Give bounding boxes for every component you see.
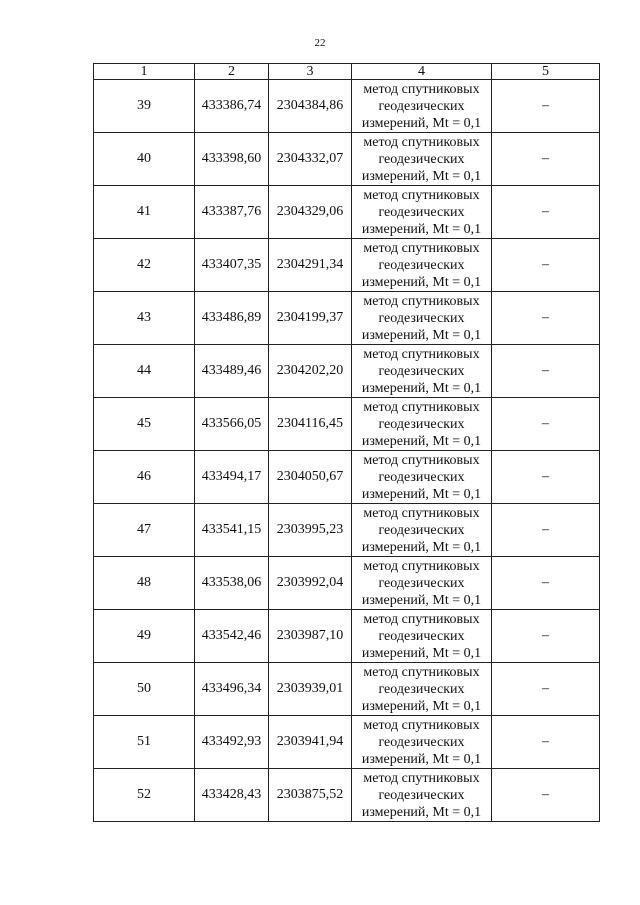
x-coordinate-cell: 433538,06 — [195, 557, 269, 610]
point-number-cell: 41 — [94, 186, 195, 239]
x-coordinate-cell: 433541,15 — [195, 504, 269, 557]
method-line: измерений, Mt = 0,1 — [361, 804, 482, 820]
method-cell — [352, 769, 492, 822]
method-line: измерений, Mt = 0,1 — [361, 539, 482, 555]
point-number-cell: 39 — [94, 80, 195, 133]
method-line: метод спутниковых — [363, 452, 480, 468]
method-line: измерений, Mt = 0,1 — [361, 327, 482, 343]
method-cell — [352, 292, 492, 345]
table-body — [94, 80, 600, 822]
x-coordinate-cell: 433494,17 — [195, 451, 269, 504]
method-line: геодезических — [378, 98, 465, 114]
y-coordinate-cell: 2304329,06 — [269, 186, 352, 239]
x-coordinate-cell: 433542,46 — [195, 610, 269, 663]
method-cell — [352, 716, 492, 769]
note-cell: – — [492, 557, 600, 610]
method-cell — [352, 80, 492, 133]
table-row — [94, 769, 600, 822]
y-coordinate-cell: 2304332,07 — [269, 133, 352, 186]
method-line: геодезических — [378, 734, 465, 750]
point-number-cell: 42 — [94, 239, 195, 292]
x-coordinate-cell: 433428,43 — [195, 769, 269, 822]
table-row — [94, 398, 600, 451]
point-number-cell: 46 — [94, 451, 195, 504]
y-coordinate-cell: 2303992,04 — [269, 557, 352, 610]
method-cell — [352, 557, 492, 610]
method-line: метод спутниковых — [363, 134, 480, 150]
method-line: измерений, Mt = 0,1 — [361, 433, 482, 449]
column-header: 4 — [352, 64, 492, 80]
method-line: измерений, Mt = 0,1 — [361, 221, 482, 237]
table-row — [94, 186, 600, 239]
header-row — [94, 64, 600, 80]
y-coordinate-cell: 2304291,34 — [269, 239, 352, 292]
point-number-cell: 48 — [94, 557, 195, 610]
point-number-cell: 49 — [94, 610, 195, 663]
method-line: метод спутниковых — [363, 611, 480, 627]
method-line: метод спутниковых — [363, 664, 480, 680]
method-line: метод спутниковых — [363, 293, 480, 309]
method-line: геодезических — [378, 575, 465, 591]
y-coordinate-cell: 2303995,23 — [269, 504, 352, 557]
column-header: 5 — [492, 64, 600, 80]
method-line: метод спутниковых — [363, 770, 480, 786]
table-row — [94, 663, 600, 716]
method-cell — [352, 345, 492, 398]
y-coordinate-cell: 2303987,10 — [269, 610, 352, 663]
table-row — [94, 557, 600, 610]
method-line: измерений, Mt = 0,1 — [361, 380, 482, 396]
x-coordinate-cell: 433387,76 — [195, 186, 269, 239]
table-row — [94, 239, 600, 292]
method-cell — [352, 239, 492, 292]
x-coordinate-cell: 433489,46 — [195, 345, 269, 398]
point-number-cell: 47 — [94, 504, 195, 557]
method-cell — [352, 504, 492, 557]
method-line: метод спутниковых — [363, 187, 480, 203]
method-line: метод спутниковых — [363, 558, 480, 574]
method-line: измерений, Mt = 0,1 — [361, 645, 482, 661]
x-coordinate-cell: 433398,60 — [195, 133, 269, 186]
table-row — [94, 610, 600, 663]
y-coordinate-cell: 2304199,37 — [269, 292, 352, 345]
table-row — [94, 716, 600, 769]
method-cell — [352, 451, 492, 504]
method-line: измерений, Mt = 0,1 — [361, 115, 482, 131]
x-coordinate-cell: 433407,35 — [195, 239, 269, 292]
method-line: метод спутниковых — [363, 505, 480, 521]
y-coordinate-cell: 2303939,01 — [269, 663, 352, 716]
point-number-cell: 52 — [94, 769, 195, 822]
point-number-cell: 45 — [94, 398, 195, 451]
method-line: измерений, Mt = 0,1 — [361, 698, 482, 714]
note-cell: – — [492, 769, 600, 822]
column-header: 3 — [269, 64, 352, 80]
method-line: геодезических — [378, 151, 465, 167]
note-cell: – — [492, 239, 600, 292]
note-cell: – — [492, 663, 600, 716]
point-number-cell: 43 — [94, 292, 195, 345]
method-line: геодезических — [378, 310, 465, 326]
table-row — [94, 451, 600, 504]
method-line: геодезических — [378, 204, 465, 220]
method-line: измерений, Mt = 0,1 — [361, 486, 482, 502]
page-number: 22 — [314, 37, 326, 49]
note-cell: – — [492, 504, 600, 557]
note-cell: – — [492, 186, 600, 239]
method-cell — [352, 133, 492, 186]
method-line: геодезических — [378, 787, 465, 803]
point-number-cell: 44 — [94, 345, 195, 398]
note-cell: – — [492, 398, 600, 451]
method-line: метод спутниковых — [363, 81, 480, 97]
y-coordinate-cell: 2303941,94 — [269, 716, 352, 769]
y-coordinate-cell: 2304050,67 — [269, 451, 352, 504]
table-row — [94, 80, 600, 133]
x-coordinate-cell: 433486,89 — [195, 292, 269, 345]
table-row — [94, 504, 600, 557]
note-cell: – — [492, 292, 600, 345]
method-line: геодезических — [378, 522, 465, 538]
y-coordinate-cell: 2304116,45 — [269, 398, 352, 451]
method-line: метод спутниковых — [363, 346, 480, 362]
note-cell: – — [492, 610, 600, 663]
note-cell: – — [492, 451, 600, 504]
point-number-cell: 51 — [94, 716, 195, 769]
method-line: измерений, Mt = 0,1 — [361, 274, 482, 290]
note-cell: – — [492, 133, 600, 186]
method-cell — [352, 663, 492, 716]
method-line: геодезических — [378, 681, 465, 697]
method-line: метод спутниковых — [363, 240, 480, 256]
method-line: измерений, Mt = 0,1 — [361, 592, 482, 608]
method-line: геодезических — [378, 257, 465, 273]
method-line: геодезических — [378, 469, 465, 485]
method-line: измерений, Mt = 0,1 — [361, 168, 482, 184]
y-coordinate-cell: 2304384,86 — [269, 80, 352, 133]
column-header: 1 — [94, 64, 195, 80]
method-line: геодезических — [378, 628, 465, 644]
method-cell — [352, 398, 492, 451]
x-coordinate-cell: 433492,93 — [195, 716, 269, 769]
note-cell: – — [492, 716, 600, 769]
coordinates-table — [93, 63, 600, 822]
table-row — [94, 292, 600, 345]
method-line: метод спутниковых — [363, 717, 480, 733]
method-cell — [352, 186, 492, 239]
point-number-cell: 40 — [94, 133, 195, 186]
method-line: измерений, Mt = 0,1 — [361, 751, 482, 767]
method-line: геодезических — [378, 416, 465, 432]
y-coordinate-cell: 2303875,52 — [269, 769, 352, 822]
method-cell — [352, 610, 492, 663]
method-line: геодезических — [378, 363, 465, 379]
x-coordinate-cell: 433496,34 — [195, 663, 269, 716]
x-coordinate-cell: 433566,05 — [195, 398, 269, 451]
table-row — [94, 345, 600, 398]
column-header: 2 — [195, 64, 269, 80]
method-line: метод спутниковых — [363, 399, 480, 415]
point-number-cell: 50 — [94, 663, 195, 716]
note-cell: – — [492, 345, 600, 398]
y-coordinate-cell: 2304202,20 — [269, 345, 352, 398]
x-coordinate-cell: 433386,74 — [195, 80, 269, 133]
table-row — [94, 133, 600, 186]
note-cell: – — [492, 80, 600, 133]
